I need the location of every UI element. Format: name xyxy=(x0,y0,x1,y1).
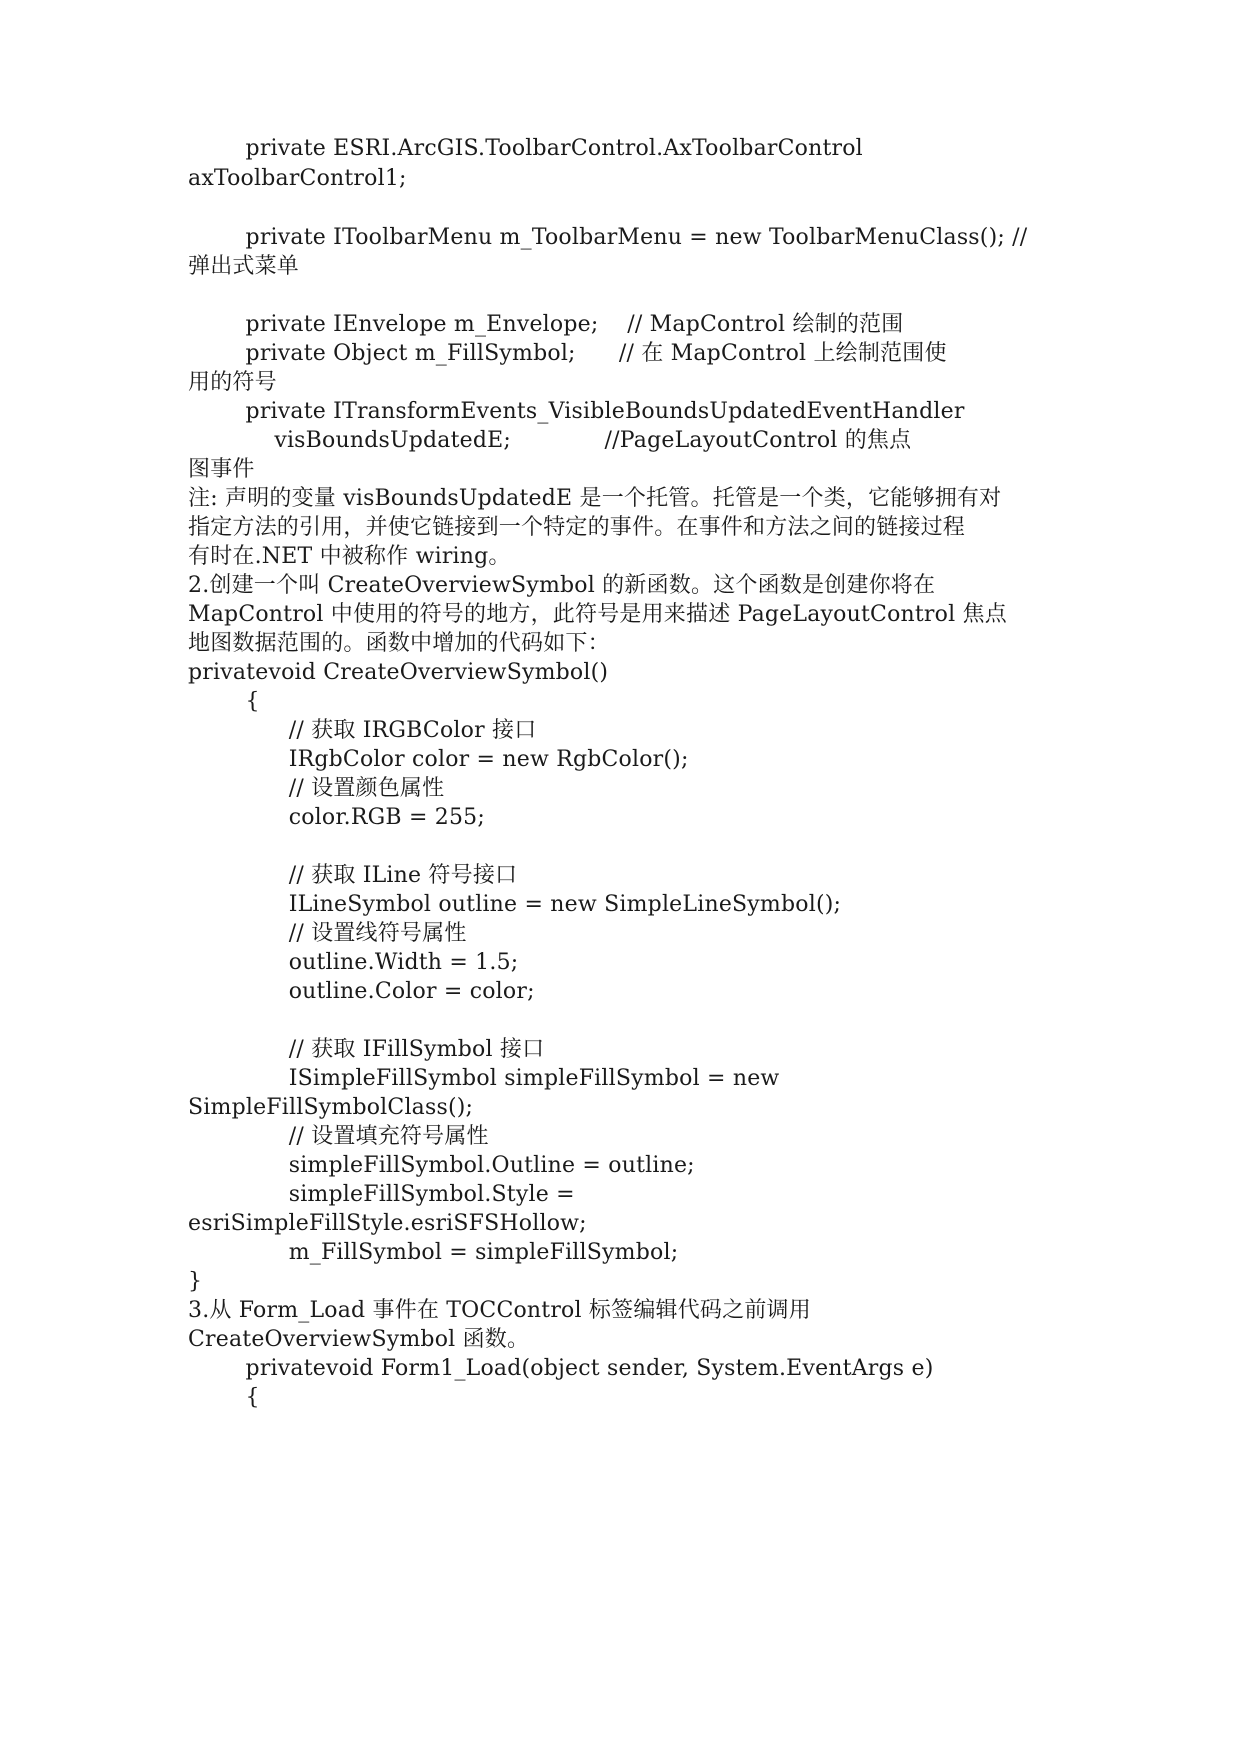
text-line: } xyxy=(188,1269,203,1294)
text-line: // 获取 IFillSymbol 接口 xyxy=(188,1037,545,1062)
text-line: { xyxy=(188,1385,260,1410)
text-line: esriSimpleFillStyle.esriSFSHollow; xyxy=(188,1211,587,1236)
text-line: simpleFillSymbol.Style = xyxy=(188,1182,575,1207)
text-line: privatevoid CreateOverviewSymbol() xyxy=(188,660,609,685)
text-line: 弹出式菜单 xyxy=(188,254,300,279)
text-line: // 获取 IRGBColor 接口 xyxy=(188,718,537,743)
text-line: 3.从 Form_Load 事件在 TOCControl 标签编辑代码之前调用 xyxy=(188,1298,811,1323)
text-line: // 设置线符号属性 xyxy=(188,921,467,946)
text-line: ISimpleFillSymbol simpleFillSymbol = new xyxy=(188,1066,780,1091)
text-line: // 设置填充符号属性 xyxy=(188,1124,489,1149)
text-line: privatevoid Form1_Load(object sender, System.EventArgs e) xyxy=(188,1356,934,1381)
text-line: ILineSymbol outline = new SimpleLineSymbol(); xyxy=(188,892,842,917)
text-line: 用的符号 xyxy=(188,370,277,395)
text-line: 指定方法的引用，并使它链接到一个特定的事件。在事件和方法之间的链接过程 xyxy=(188,515,966,540)
text-line: private Object m_FillSymbol; // 在 MapControl 上绘制范围使 xyxy=(188,341,947,366)
text-line: IRgbColor color = new RgbColor(); xyxy=(188,747,689,772)
text-line: private ESRI.ArcGIS.ToolbarControl.AxToolbarControl xyxy=(188,136,863,161)
text-line: // 获取 ILine 符号接口 xyxy=(188,863,518,888)
text-line: 注: 声明的变量 visBoundsUpdatedE 是一个托管。托管是一个类，它能够拥有对 xyxy=(188,486,1002,511)
text-line: // 设置颜色属性 xyxy=(188,776,445,801)
text-line: 地图数据范围的。函数中增加的代码如下： xyxy=(188,631,610,656)
text-line: axToolbarControl1; xyxy=(188,166,407,191)
text-line: visBoundsUpdatedE; //PageLayoutControl 的焦点 xyxy=(188,428,912,453)
text-line: private IEnvelope m_Envelope; // MapControl 绘制的范围 xyxy=(188,312,904,337)
text-line: simpleFillSymbol.Outline = outline; xyxy=(188,1153,695,1178)
text-line: SimpleFillSymbolClass(); xyxy=(188,1095,474,1120)
text-line: MapControl 中使用的符号的地方，此符号是用来描述 PageLayoutControl 焦点 xyxy=(188,602,1007,627)
text-line: 2.创建一个叫 CreateOverviewSymbol 的新函数。这个函数是创建你将在 xyxy=(188,573,936,598)
text-line: m_FillSymbol = simpleFillSymbol; xyxy=(188,1240,679,1265)
text-line: 有时在.NET 中被称作 wiring。 xyxy=(188,544,511,569)
text-line: { xyxy=(188,689,260,714)
text-line: outline.Color = color; xyxy=(188,979,535,1004)
text-line: color.RGB = 255; xyxy=(188,805,485,830)
text-line: outline.Width = 1.5; xyxy=(188,950,519,975)
text-line: 图事件 xyxy=(188,457,255,482)
text-line: private ITransformEvents_VisibleBoundsUpdatedEventHandler xyxy=(188,399,965,424)
text-line: CreateOverviewSymbol 函数。 xyxy=(188,1327,530,1352)
text-line: private IToolbarMenu m_ToolbarMenu = new ToolbarMenuClass(); // xyxy=(188,225,1028,250)
